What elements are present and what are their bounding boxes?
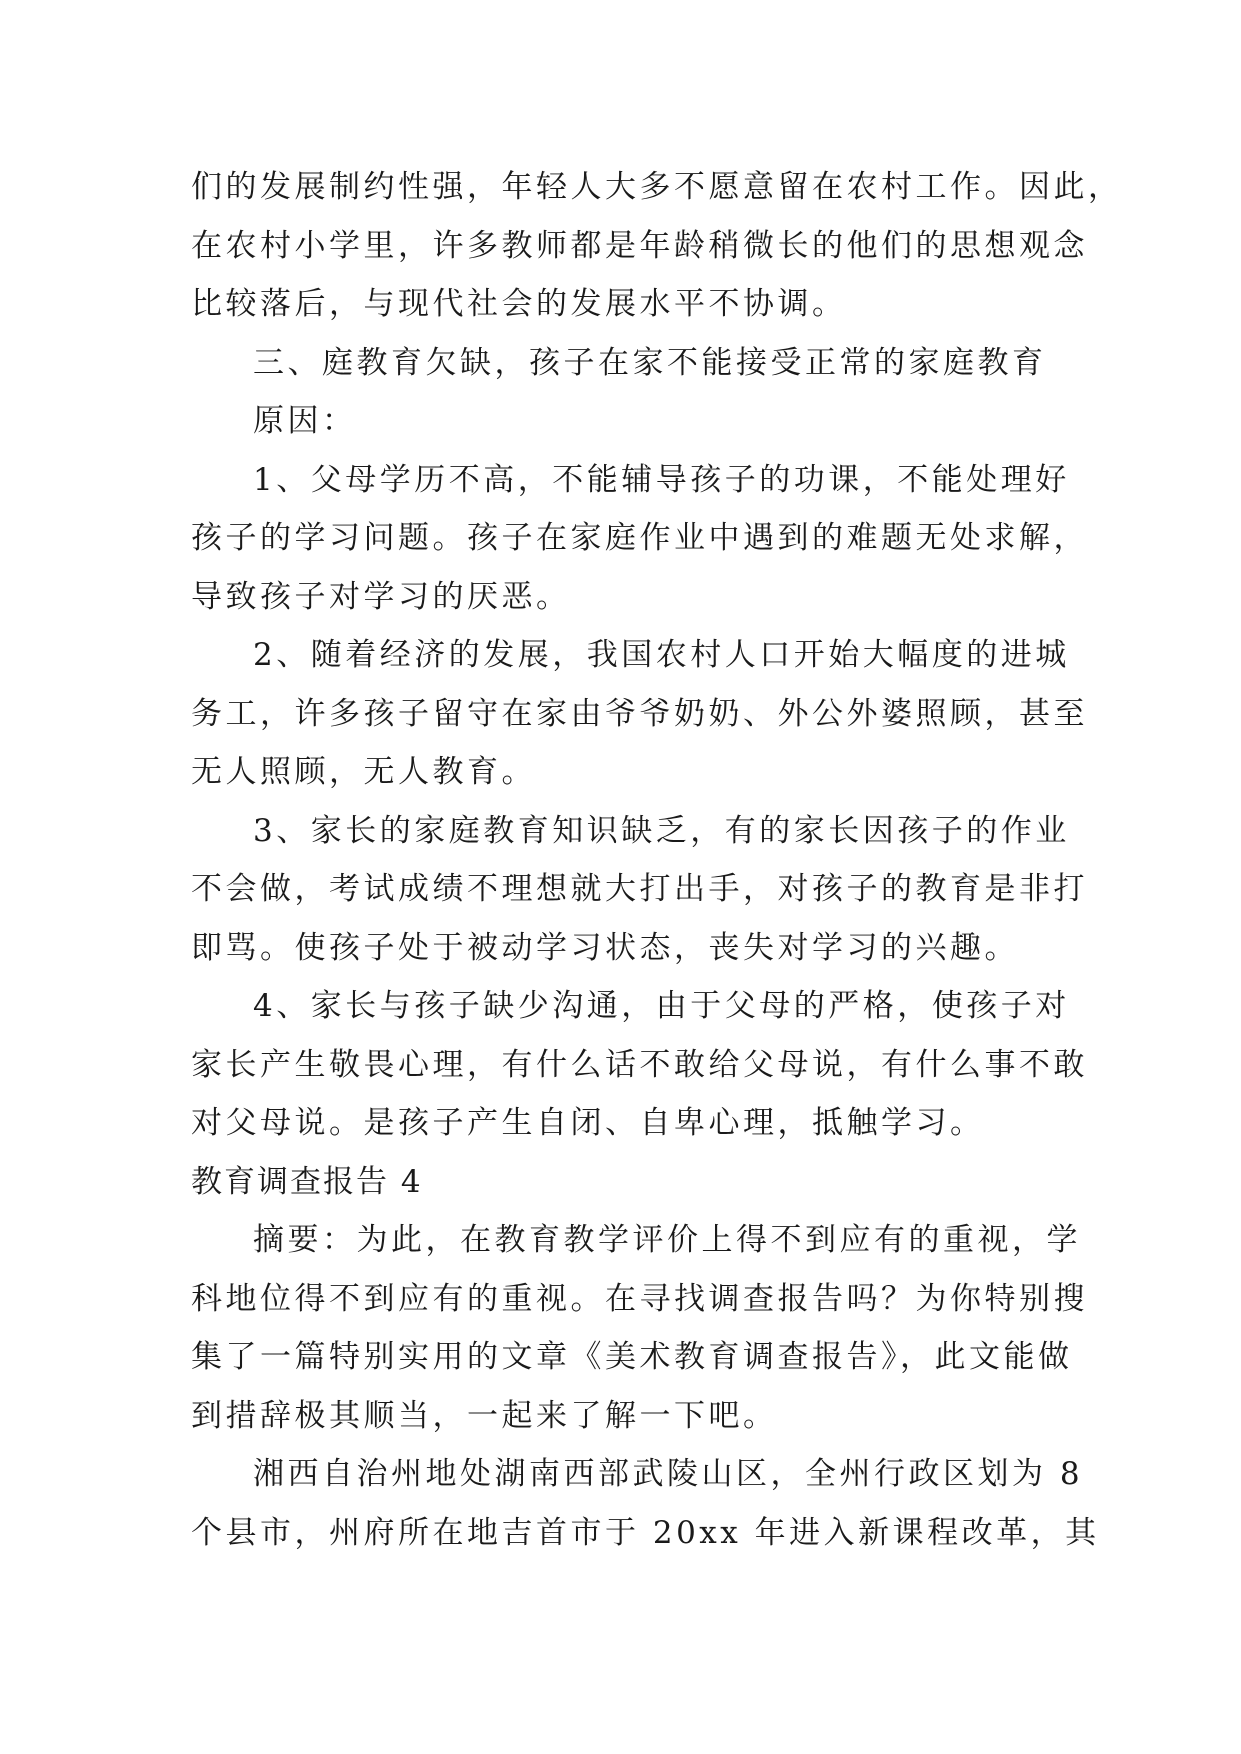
list-item-3: 3、家长的家庭教育知识缺乏，有的家长因孩子的作业 — [253, 812, 1070, 849]
list-item-4: 4、家长与孩子缺少沟通，由于父母的严格，使孩子对 — [253, 988, 1070, 1024]
text-line: 集了一篇特别实用的文章《美术教育调查报告》，此文能做 — [191, 1339, 1073, 1375]
abstract-line: 摘要：为此，在教育教学评价上得不到应有的重视，学 — [253, 1222, 1081, 1258]
list-item-2: 2、随着经济的发展，我国农村人口开始大幅度的进城 — [253, 637, 1070, 673]
document-body — [191, 158, 1123, 1562]
report-title: 教育调查报告 4 — [191, 1163, 423, 1200]
text-line: 不会做，考试成绩不理想就大打出手，对孩子的教育是非打 — [191, 871, 1088, 907]
text-line: 孩子的学习问题。孩子在家庭作业中遇到的难题无处求解， — [191, 520, 1088, 556]
list-item-1: 1、父母学历不高，不能辅导孩子的功课，不能处理好 — [253, 461, 1070, 498]
text-line: 导致孩子对学习的厌恶。 — [191, 578, 571, 615]
text-line: 到措辞极其顺当，一起来了解一下吧。 — [191, 1397, 778, 1434]
text-line: 们的发展制约性强，年轻人大多不愿意留在农村工作。因此， — [191, 169, 1123, 205]
text-line: 在农村小学里，许多教师都是年龄稍微长的他们的思想观念 — [191, 227, 1088, 264]
text-line: 科地位得不到应有的重视。在寻找调查报告吗？为你特别搜 — [191, 1280, 1088, 1317]
paragraph-start-line: 湘西自治州地处湖南西部武陵山区，全州行政区划为 8 — [253, 1456, 1084, 1492]
text-line: 家长产生敬畏心理，有什么话不敢给父母说，有什么事不敢 — [191, 1046, 1088, 1083]
text-line: 务工，许多孩子留守在家由爷爷奶奶、外公外婆照顾，甚至 — [191, 695, 1088, 732]
section-heading-line: 三、庭教育欠缺，孩子在家不能接受正常的家庭教育 — [253, 344, 1047, 381]
text-line: 即骂。使孩子处于被动学习状态，丧失对学习的兴趣。 — [191, 929, 1019, 966]
text-line: 比较落后，与现代社会的发展水平不协调。 — [191, 286, 847, 322]
text-line: 无人照顾，无人教育。 — [191, 754, 536, 790]
text-line: 个县市，州府所在地吉首市于 20xx 年进入新课程改革，其 — [191, 1514, 1100, 1551]
text-line: 原因： — [253, 403, 357, 439]
text-line: 对父母说。是孩子产生自闭、自卑心理，抵触学习。 — [191, 1105, 985, 1141]
